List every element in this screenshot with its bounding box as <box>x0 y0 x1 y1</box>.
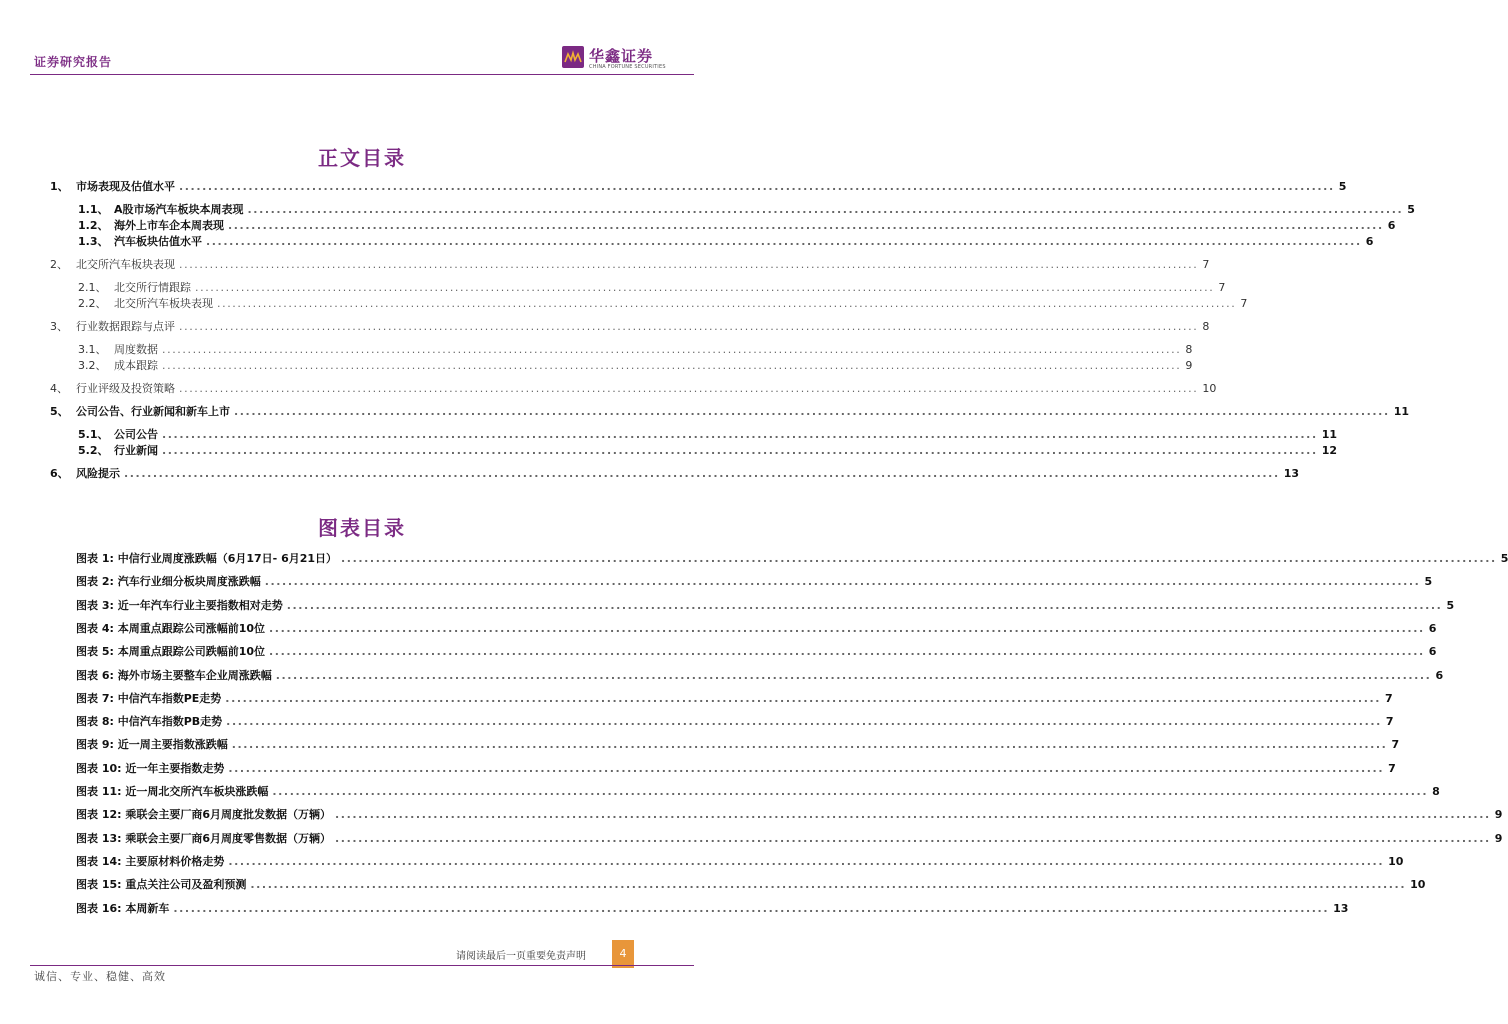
figure-entry-page: 7 <box>1388 761 1396 775</box>
toc-entry-number: 3.1、 <box>78 343 107 356</box>
toc-entry[interactable] <box>50 180 1347 194</box>
dot-leader: ........................................................................................................................................................................................................ <box>162 359 1182 372</box>
toc-entry-page: 11 <box>1393 405 1410 418</box>
company-logo <box>562 46 666 72</box>
figure-entry-label: 图表 2: 汽车行业细分板块周度涨跌幅 <box>76 575 261 589</box>
toc-entry[interactable] <box>50 467 1300 481</box>
toc-entry-label <box>78 219 224 233</box>
toc-entry[interactable] <box>78 343 1193 357</box>
figure-entry-page: 8 <box>1432 785 1440 798</box>
figure-entry[interactable] <box>76 854 1404 869</box>
figure-entry-page: 13 <box>1333 901 1349 915</box>
toc-entry-label <box>50 320 175 334</box>
toc-entry-number: 1、 <box>50 180 69 193</box>
toc-entry-text: 海外上市车企本周表现 <box>114 219 224 232</box>
dot-leader: ........................................................................................................................................................................................................ <box>228 854 1385 868</box>
dot-leader: ........................................................................................................................................................................................................ <box>341 552 1497 565</box>
toc-entry[interactable] <box>78 203 1415 217</box>
figure-entry-label: 图表 10: 近一年主要指数走势 <box>76 761 225 775</box>
logo-text-cn: 华鑫证券 <box>589 47 654 65</box>
dot-leader: ........................................................................................................................................................................................................ <box>173 901 1330 915</box>
toc-entry-page: 7 <box>1202 258 1210 271</box>
toc-entry-label <box>78 203 244 217</box>
dot-leader: ........................................................................................................................................................................................................ <box>195 281 1215 294</box>
figure-entry-label: 图表 11: 近一周北交所汽车板块涨跌幅 <box>76 785 269 798</box>
figure-entry-page: 5 <box>1446 598 1455 612</box>
figure-list-title: 图表目录 <box>318 516 406 540</box>
figure-entry-label: 图表 1: 中信行业周度涨跌幅（6月17日- 6月21日） <box>76 552 338 565</box>
toc-entry[interactable] <box>78 297 1248 311</box>
toc-entry-label <box>78 444 158 458</box>
toc-entry-text: 北交所汽车板块表现 <box>114 297 213 310</box>
dot-leader: ........................................................................................................................................................................................................ <box>179 180 1335 193</box>
figure-entry-page: 7 <box>1391 738 1400 752</box>
dot-leader: ........................................................................................................................................................................................................ <box>162 343 1182 356</box>
toc-entry[interactable] <box>50 258 1210 272</box>
header-divider <box>30 74 694 75</box>
toc-entry[interactable] <box>78 359 1193 373</box>
toc-entry[interactable] <box>50 320 1210 334</box>
figure-entry-label: 图表 8: 中信汽车指数PB走势 <box>76 715 223 729</box>
toc-entry-number: 1.3、 <box>78 235 109 248</box>
company-motto: 诚信、专业、稳健、高效 <box>34 970 166 983</box>
dot-leader: ........................................................................................................................................................................................................ <box>162 444 1318 457</box>
toc-entry-page: 7 <box>1240 297 1248 310</box>
figure-entry[interactable] <box>76 575 1433 589</box>
dot-leader: ........................................................................................................................................................................................................ <box>179 382 1199 395</box>
figure-entry[interactable] <box>76 645 1437 659</box>
toc-entry-label <box>50 180 175 194</box>
toc-entry-label <box>50 382 175 396</box>
toc-entry-page: 5 <box>1407 203 1415 216</box>
toc-entry-label <box>78 343 158 357</box>
figure-entry[interactable] <box>76 738 1400 752</box>
dot-leader: ........................................................................................................................................................................................................ <box>225 691 1382 705</box>
figure-entry-label: 图表 12: 乘联会主要厂商6月周度批发数据（万辆） <box>76 808 332 822</box>
logo-icon <box>562 46 584 68</box>
dot-leader: ........................................................................................................................................................................................................ <box>206 235 1362 248</box>
toc-entry-number: 5.1、 <box>78 428 109 441</box>
figure-entry-label: 图表 3: 近一年汽车行业主要指数相对走势 <box>76 598 283 612</box>
figure-entry[interactable] <box>76 552 1508 566</box>
figure-entry-page: 5 <box>1500 552 1508 565</box>
dot-leader: ........................................................................................................................................................................................................ <box>272 785 1429 798</box>
toc-entry-number: 4、 <box>50 382 68 395</box>
figure-entry[interactable] <box>76 761 1396 776</box>
dot-leader: ........................................................................................................................................................................................................ <box>217 297 1237 310</box>
toc-entry[interactable] <box>78 428 1338 442</box>
figure-entry-page: 6 <box>1428 621 1437 635</box>
toc-entry-text: 公司公告 <box>114 428 158 441</box>
figure-entry-label: 图表 14: 主要原材料价格走势 <box>76 854 225 868</box>
figure-entry-page: 7 <box>1385 691 1393 705</box>
figure-entry[interactable] <box>76 621 1437 636</box>
figure-entry[interactable] <box>76 901 1349 916</box>
toc-entry-text: 汽车板块估值水平 <box>114 235 202 248</box>
figure-entry-page: 9 <box>1494 808 1503 822</box>
toc-entry-number: 2.2、 <box>78 297 107 310</box>
toc-entry-page: 8 <box>1185 343 1193 356</box>
toc-entry-label <box>50 467 120 481</box>
toc-entry-page: 11 <box>1321 428 1338 441</box>
dot-leader: ........................................................................................................................................................................................................ <box>228 219 1384 232</box>
toc-entry-text: 周度数据 <box>114 343 158 356</box>
toc-entry-text: 市场表现及估值水平 <box>76 180 175 193</box>
toc-entry-text: 成本跟踪 <box>114 359 158 372</box>
disclaimer-note: 请阅读最后一页重要免责声明 <box>456 951 586 962</box>
dot-leader: ........................................................................................................................................................................................................ <box>234 405 1390 418</box>
dot-leader: ........................................................................................................................................................................................................ <box>275 668 1432 682</box>
toc-entry[interactable] <box>78 235 1374 249</box>
dot-leader: ........................................................................................................................................................................................................ <box>264 575 1421 589</box>
figure-entry-page: 9 <box>1494 831 1503 845</box>
dot-leader: ........................................................................................................................................................................................................ <box>226 715 1382 729</box>
toc-entry-text: 行业新闻 <box>114 444 158 457</box>
figure-entry-label: 图表 4: 本周重点跟踪公司涨幅前10位 <box>76 621 266 635</box>
figure-entry-page: 10 <box>1410 878 1426 892</box>
dot-leader: ........................................................................................................................................................................................................ <box>179 320 1199 333</box>
toc-title: 正文目录 <box>318 146 406 170</box>
figure-entry[interactable] <box>76 785 1440 799</box>
figure-entry-label: 图表 6: 海外市场主要整车企业周涨跌幅 <box>76 668 272 682</box>
toc-entry-page: 9 <box>1185 359 1193 372</box>
toc-entry[interactable] <box>50 405 1410 419</box>
toc-entry-text: 北交所汽车板块表现 <box>76 258 175 271</box>
toc-entry-number: 2.1、 <box>78 281 107 294</box>
toc-entry-number: 3.2、 <box>78 359 107 372</box>
logo-text-en: CHINA FORTUNE SECURITIES <box>589 64 666 70</box>
toc-entry-page: 7 <box>1218 281 1226 294</box>
figure-entry-label: 图表 13: 乘联会主要厂商6月周度零售数据（万辆） <box>76 831 332 845</box>
figure-entry[interactable] <box>76 691 1393 706</box>
toc-entry-page: 13 <box>1283 467 1300 480</box>
toc-entry[interactable] <box>78 219 1396 233</box>
dot-leader: ........................................................................................................................................................................................................ <box>247 203 1404 216</box>
figure-entry-label: 图表 15: 重点关注公司及盈利预测 <box>76 878 247 892</box>
figure-entry[interactable] <box>76 715 1394 729</box>
toc-entry-label <box>50 405 230 419</box>
dot-leader: ........................................................................................................................................................................................................ <box>228 761 1385 775</box>
toc-entry-page: 6 <box>1365 235 1374 248</box>
figure-entry[interactable] <box>76 598 1455 613</box>
dot-leader: ........................................................................................................................................................................................................ <box>269 621 1425 635</box>
dot-leader: ........................................................................................................................................................................................................ <box>124 467 1280 480</box>
toc-entry-page: 10 <box>1202 382 1217 395</box>
figure-entry-page: 6 <box>1428 645 1437 659</box>
toc-entry-text: 北交所行情跟踪 <box>114 281 191 294</box>
dot-leader: ........................................................................................................................................................................................................ <box>335 831 1491 845</box>
figure-entry-page: 6 <box>1435 668 1444 682</box>
figure-entry-page: 10 <box>1388 854 1404 868</box>
toc-entry-label <box>50 258 175 272</box>
toc-entry-label <box>78 428 158 442</box>
toc-entry-number: 6、 <box>50 467 69 480</box>
toc-entry[interactable] <box>50 382 1217 396</box>
dot-leader: ........................................................................................................................................................................................................ <box>162 428 1318 441</box>
toc-entry-text: 公司公告、行业新闻和新车上市 <box>76 405 230 418</box>
figure-entry-page: 5 <box>1424 575 1433 589</box>
report-type-label: 证券研究报告 <box>34 55 113 69</box>
toc-entry-label <box>78 281 191 295</box>
toc-entry-label <box>78 297 213 311</box>
toc-entry-number: 1.2、 <box>78 219 109 232</box>
dot-leader: ........................................................................................................................................................................................................ <box>179 258 1199 271</box>
figure-entry-label: 图表 16: 本周新车 <box>76 901 170 915</box>
figure-entry[interactable] <box>76 878 1426 892</box>
page-number: 4 <box>612 940 634 968</box>
figure-entry-page: 7 <box>1385 715 1394 729</box>
toc-entry-text: A股市场汽车板块本周表现 <box>114 203 244 216</box>
footer-divider <box>30 965 694 966</box>
figure-entry-label: 图表 5: 本周重点跟踪公司跌幅前10位 <box>76 645 266 659</box>
toc-entry-number: 5.2、 <box>78 444 109 457</box>
toc-entry-page: 6 <box>1387 219 1396 232</box>
figure-entry[interactable] <box>76 831 1503 846</box>
toc-entry-text: 风险提示 <box>76 467 120 480</box>
toc-entry[interactable] <box>78 444 1338 458</box>
toc-entry-page: 8 <box>1202 320 1210 333</box>
dot-leader: ........................................................................................................................................................................................................ <box>269 645 1425 659</box>
toc-entry-number: 2、 <box>50 258 68 271</box>
dot-leader: ........................................................................................................................................................................................................ <box>335 808 1491 822</box>
dot-leader: ........................................................................................................................................................................................................ <box>250 878 1407 892</box>
dot-leader: ........................................................................................................................................................................................................ <box>231 738 1388 752</box>
toc-entry-page: 5 <box>1338 180 1347 193</box>
toc-entry-text: 行业数据跟踪与点评 <box>76 320 175 333</box>
toc-entry-number: 1.1、 <box>78 203 109 216</box>
figure-entry[interactable] <box>76 808 1503 822</box>
toc-entry-page: 12 <box>1321 444 1338 457</box>
toc-entry-label <box>78 359 158 373</box>
toc-entry-number: 5、 <box>50 405 69 418</box>
toc-entry-label <box>78 235 202 249</box>
toc-entry-text: 行业评级及投资策略 <box>76 382 175 395</box>
toc-entry[interactable] <box>78 281 1226 295</box>
figure-entry-label: 图表 9: 近一周主要指数涨跌幅 <box>76 738 228 752</box>
toc-entry-number: 3、 <box>50 320 68 333</box>
dot-leader: ........................................................................................................................................................................................................ <box>286 598 1443 612</box>
figure-entry[interactable] <box>76 668 1444 683</box>
figure-entry-label: 图表 7: 中信汽车指数PE走势 <box>76 691 222 705</box>
